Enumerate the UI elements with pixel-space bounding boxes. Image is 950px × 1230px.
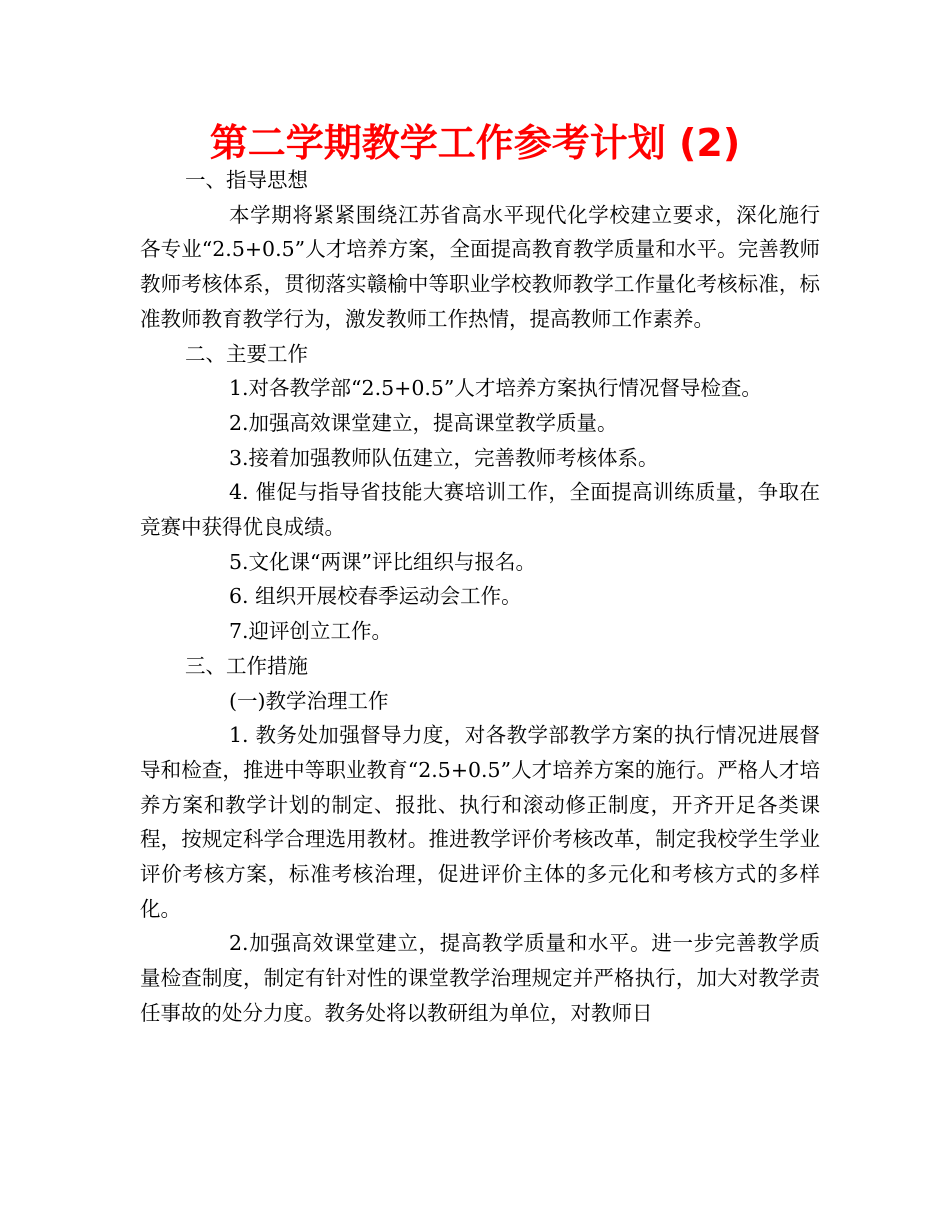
document-title: 第二学期教学工作参考计划 (2) [209, 121, 741, 165]
list-item-main-work-7: 7.迎评创立工作。 [229, 619, 393, 644]
paragraph-guiding-ideology: 本学期将紧紧围绕江苏省高水平现代化学校建立要求，深化施行各专业“2.5+0.5”人才培养方案，全面提高教育教学质量和水平。完善教师教师考核体系，贯彻落实赣榆中等职业学校教师教学工作量化考核标准，标准教师教育教学行为，激发教师工作热情，提高教师工作素养。 [140, 202, 820, 331]
document-body [140, 163, 820, 1031]
subsection-heading-teaching-management: (一)教学治理工作 [229, 688, 389, 713]
list-item-main-work-2: 2.加强高效课堂建立，提高课堂教学质量。 [229, 410, 618, 435]
list-item-main-work-5: 5.文化课“两课”评比组织与报名。 [229, 549, 537, 574]
list-item-main-work-1: 1.对各教学部“2.5+0.5”人才培养方案执行情况督导检查。 [229, 376, 762, 401]
list-item-main-work-3: 3.接着加强教师队伍建立，完善教师考核体系。 [229, 445, 659, 470]
list-item-main-work-6: 6. 组织开展校春季运动会工作。 [229, 584, 522, 609]
section-heading-guiding-ideology: 一、指导思想 [185, 168, 308, 192]
list-item-main-work-4: 4. 催促与指导省技能大赛培训工作，全面提高训练质量，争取在竞赛中获得优良成绩。 [140, 480, 820, 540]
paragraph-measure-2: 2.加强高效课堂建立，提高教学质量和水平。进一步完善教学质量检查制度，制定有针对性的课堂教学治理规定并严格执行，加大对教学责任事故的处分力度。教务处将以教研组为单位，对教师日 [140, 931, 820, 1025]
paragraph-measure-1: 1. 教务处加强督导力度，对各教学部教学方案的执行情况进展督导和检查，推进中等职业教育“2.5+0.5”人才培养方案的施行。严格人才培养方案和教学计划的制定、报批、执行和滚动修正制度，开齐开足各类课程，按规定科学合理选用教材。推进教学评价考核改革，制定我校学生学业评价考核方案，标准考核治理，促进评价主体的多元化和考核方式的多样化。 [140, 723, 820, 921]
section-heading-main-work: 二、主要工作 [185, 341, 308, 366]
section-heading-work-measures: 三、工作措施 [185, 653, 308, 678]
